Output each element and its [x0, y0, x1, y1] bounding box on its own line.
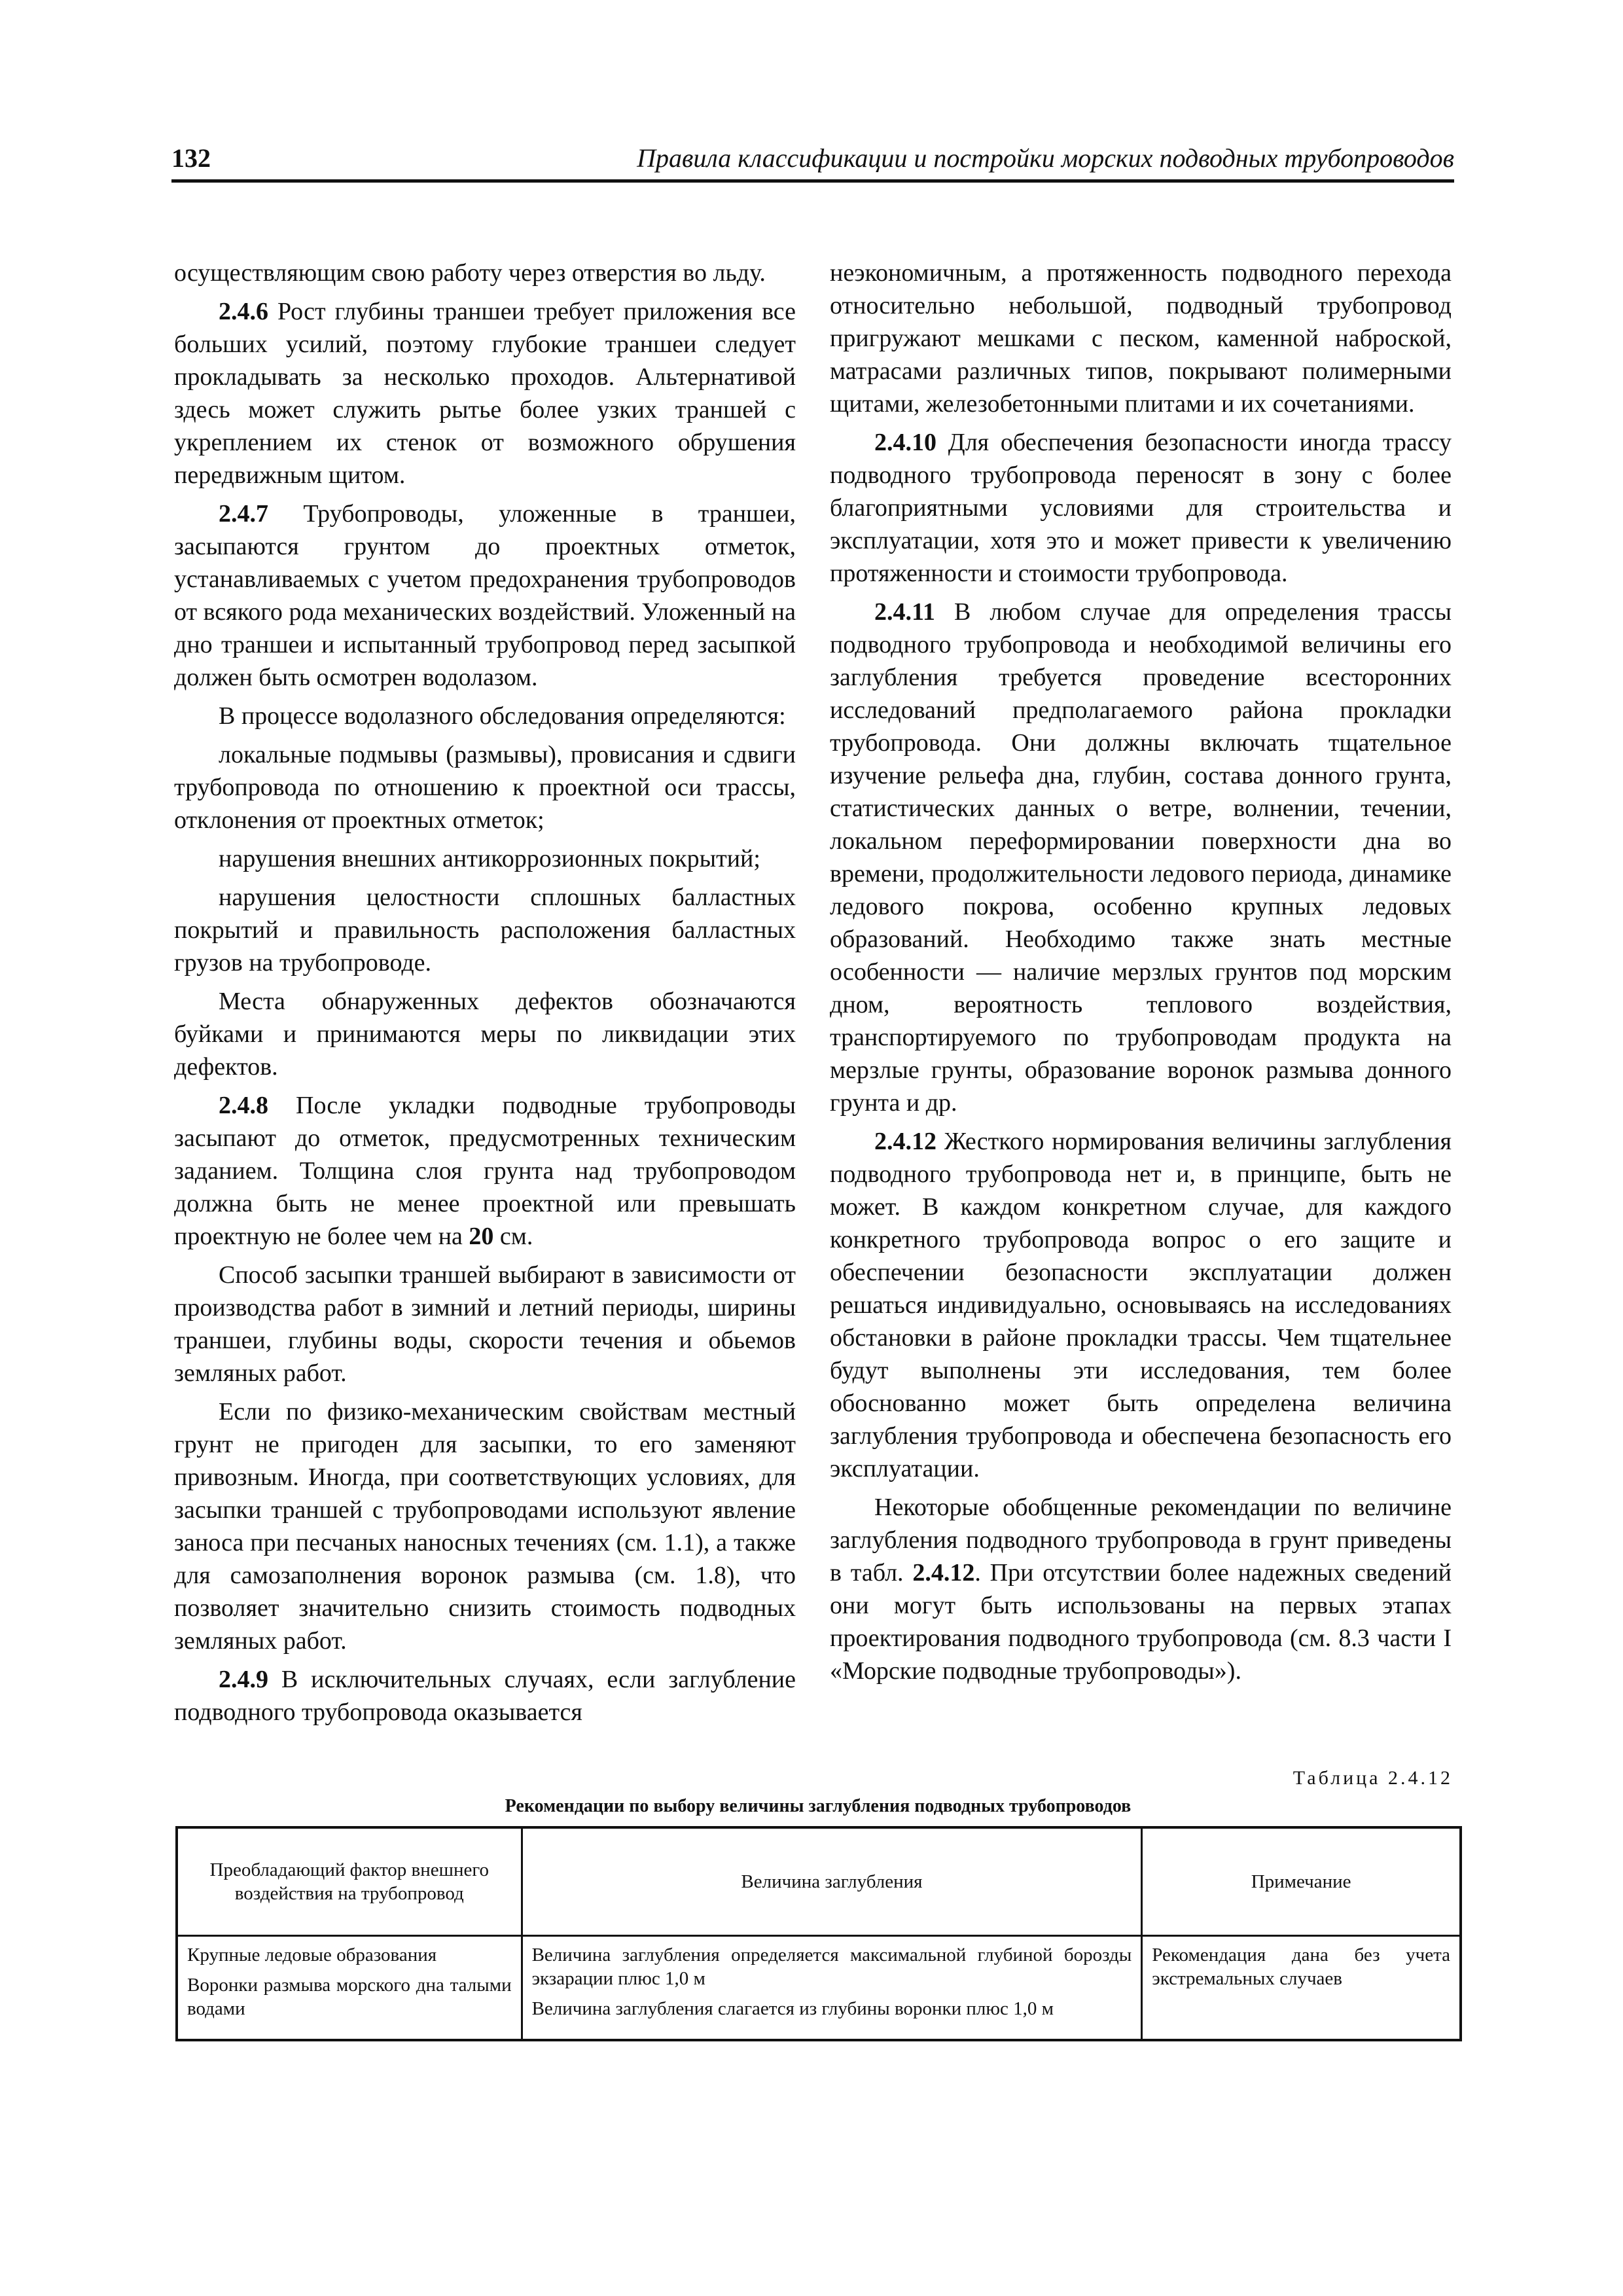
clause-number: 2.4.8 — [219, 1092, 268, 1119]
emphasis-value: 20 — [469, 1223, 494, 1250]
clause-number: 2.4.7 — [219, 500, 268, 528]
recommendations-table — [175, 1826, 1462, 2041]
paragraph-text: см. — [493, 1223, 533, 1250]
table-cell — [177, 1936, 522, 2041]
paragraph-text: Трубопроводы, уложенные в траншеи, засыпаются грунтом до проектных отметок, устанавливаемых с учетом предохранения трубопроводов от всякого рода механических воздействий. Уложенный на дно траншеи и испытанный трубопровод перед засыпкой должен быть осмотрен водолазом. — [174, 500, 796, 691]
paragraph — [830, 1125, 1452, 1485]
paragraph: нарушения внешних антикоррозионных покрытий; — [219, 845, 760, 872]
clause-number: 2.4.10 — [874, 429, 936, 456]
cell-text: Величина заглубления определяется максимальной глубиной борозды экзарации плюс 1,0 м — [531, 1945, 1132, 1989]
paragraph: неэкономичным, а протяженность подводного перехода относительно небольшой, подводный трубопровод пригружают мешками с песком, каменной наброской, матрасами различных типов, покрывают полимерными щитами, железобетонными плитами и их сочетаниями. — [830, 259, 1452, 418]
clause-number: 2.4.12 — [874, 1128, 936, 1155]
paragraph: локальные подмывы (размывы), провисания и сдвиги трубопровода по отношению к проектной оси трассы, отклонения от проектных отметок; — [174, 741, 796, 834]
paragraph-text: Жесткого нормирования величины заглубления подводного трубопровода нет и, в принципе, быть не может. В каждом конкретном случае, для каждого конкретного трубопровода вопрос о его защите и обеспечении безопасности эксплуатации должен решаться индивидуально, основываясь на исследованиях обстановки в районе прокладки трассы. Чем тщательнее будут выполнены эти исследования, тем более обоснованно может быть определена величина заглубления трубопровода и обеспечена безопасность его эксплуатации. — [830, 1128, 1452, 1482]
running-title: Правила классификации и постройки морских подводных трубопроводов — [637, 143, 1454, 173]
column-header: Величина заглубления — [522, 1827, 1142, 1936]
page-header — [171, 143, 1454, 183]
table-row — [177, 1936, 1461, 2041]
paragraph — [174, 295, 796, 492]
table-cell — [522, 1936, 1142, 2041]
paragraph — [174, 497, 796, 694]
paragraph-text: В исключительных случаях, если заглубление подводного трубопровода оказывается — [174, 1666, 796, 1726]
table-cell — [1142, 1936, 1461, 2041]
clause-number: 2.4.6 — [219, 298, 268, 325]
paragraph — [174, 1089, 796, 1253]
paragraph — [174, 1663, 796, 1729]
paragraph-text: В любом случае для определения трассы подводного трубопровода и необходимой величины его заглубления требуется проведение всесторонних исследований предполагаемого района прокладки трубопровода. Они должны включать тщательное изучение рельефа дна, глубин, состава донного грунта, статистических данных о ветре, волнении, течении, локальном переформировании поверхности дна во времени, продолжительности ледового периода, динамике ледового покрова, особенно крупных ледовых образований. Необходимо также знать местные особенности — наличие мерзлых грунтов под морским дном, вероятность теплового воздействия, транспортируемого по трубопроводам продукта на мерзлые грунты, образование воронок размыва донного грунта и др. — [830, 598, 1452, 1117]
paragraph-text: Для обеспечения безопасности иногда трассу подводного трубопровода переносят в зону с более благоприятными условиями для строительства и эксплуатации, хотя это и может привести к увеличению протяженности и стоимости трубопровода. — [830, 429, 1452, 587]
paragraph: нарушения целостности сплошных балластных покрытий и правильность расположения балластных грузов на трубопроводе. — [174, 884, 796, 977]
paragraph — [830, 596, 1452, 1119]
column-header: Преобладающий фактор внешнего воздействия на трубопровод — [177, 1827, 522, 1936]
table-title: Рекомендации по выбору величины заглубления подводных трубопроводов — [505, 1796, 1132, 1816]
cell-text: Воронки размыва морского дна талыми водами — [187, 1975, 512, 2019]
paragraph — [830, 426, 1452, 590]
clause-number: 2.4.11 — [874, 598, 935, 626]
paragraph: В процессе водолазного обследования определяются: — [219, 702, 786, 730]
paragraph-text: . При отсутствии более надежных сведений они могут быть использованы на первых этапах проектирования подводного трубопровода (см. 8.3 части I «Морские подводные трубопроводы»). — [830, 1559, 1452, 1685]
column-header: Примечание — [1142, 1827, 1461, 1936]
paragraph: Способ засыпки траншей выбирают в зависимости от производства работ в зимний и летний периоды, ширины траншеи, глубины воды, скорости течения и обьемов земляных работ. — [174, 1261, 796, 1387]
paragraph: Места обнаруженных дефектов обозначаются буйками и принимаются меры по ликвидации этих дефектов. — [174, 988, 796, 1081]
page-number: 132 — [171, 143, 211, 173]
table-header-row — [177, 1827, 1461, 1936]
clause-number: 2.4.9 — [219, 1666, 268, 1693]
paragraph: осуществляющим свою работу через отверстия во льду. — [174, 259, 766, 287]
paragraph-text: Некоторые обобщенные рекомендации по величине заглубления подводного трубопровода в грунт приведены в табл. — [830, 1494, 1452, 1587]
right-column — [830, 257, 1452, 1693]
cell-text: Крупные ледовые образования — [187, 1945, 437, 1965]
paragraph-text: Рост глубины траншеи требует приложения все больших усилий, поэтому глубокие траншеи следует прокладывать за несколько проходов. Альтернативой здесь может служить рытье более узких траншей с укреплением их стенок от возможного обрушения передвижным щитом. — [174, 298, 796, 489]
paragraph — [830, 1491, 1452, 1687]
paragraph-text: После укладки подводные трубопроводы засыпают до отметок, предусмотренных техническим заданием. Толщина слоя грунта над трубопроводом должна быть не менее проектной или превышать проектную не более чем на — [174, 1092, 796, 1250]
table-reference: 2.4.12 — [912, 1559, 975, 1587]
cell-text: Рекомендация дана без учета экстремальных случаев — [1152, 1945, 1450, 1989]
table-number: Таблица 2.4.12 — [1293, 1767, 1453, 1789]
paragraph: Если по физико-механическим свойствам местный грунт не пригоден для засыпки, то его заменяют привозным. Иногда, при соответствующих условиях, для засыпки траншей с трубопроводами используют явление заноса при песчаных наносных течениях (см. 1.1), а также для самозаполнения воронок размыва (см. 1.8), что позволяет значительно снизить стоимость подводных земляных работ. — [174, 1398, 796, 1655]
cell-text: Величина заглубления слагается из глубины воронки плюс 1,0 м — [531, 1998, 1054, 2019]
left-column — [174, 257, 796, 1734]
